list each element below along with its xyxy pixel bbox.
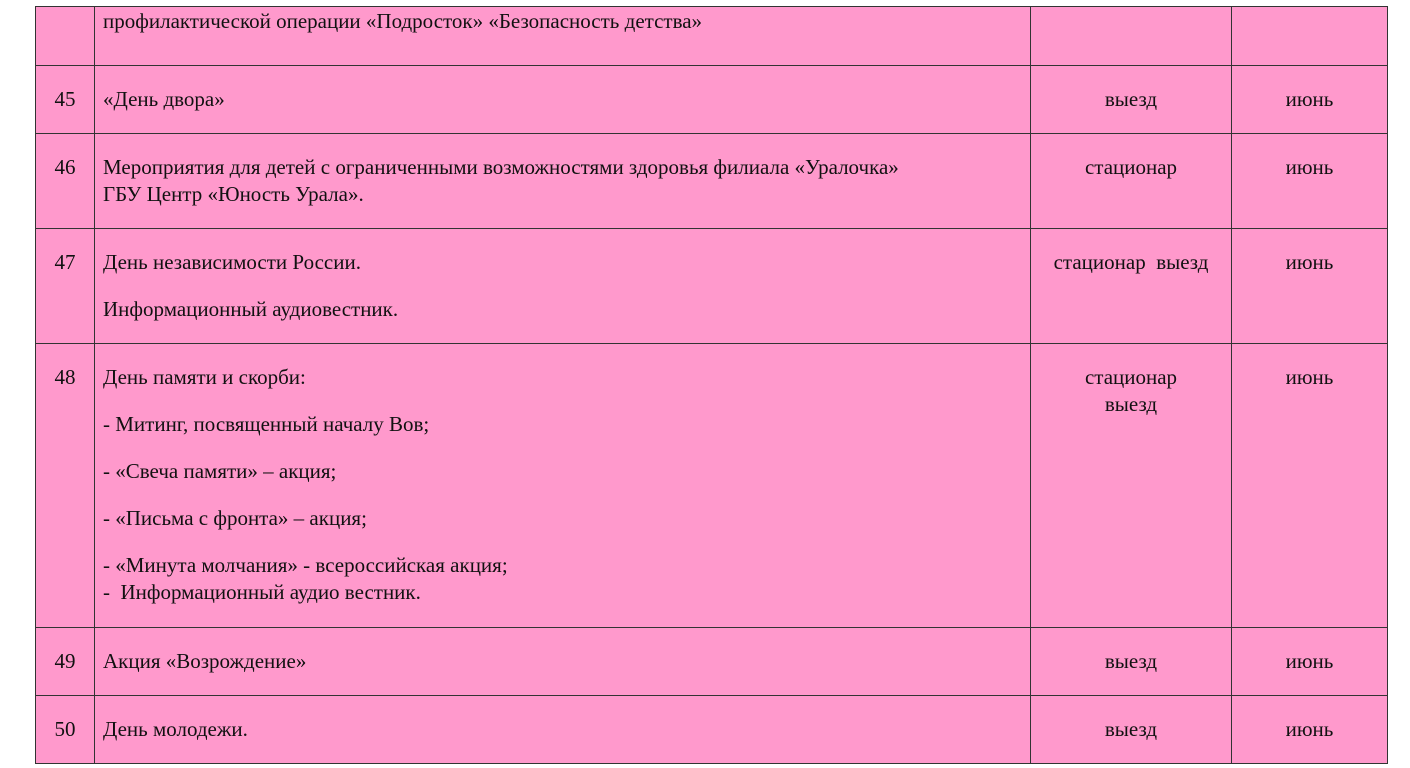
row-description bbox=[95, 134, 1031, 229]
description-line: - Информационный аудио вестник. bbox=[103, 580, 421, 604]
row-month bbox=[1232, 7, 1388, 66]
description-line: Информационный аудиовестник. bbox=[103, 297, 399, 321]
row-description bbox=[95, 66, 1031, 134]
events-table bbox=[35, 6, 1388, 764]
row-month: июнь bbox=[1232, 134, 1388, 229]
row-number: 46 bbox=[36, 134, 95, 229]
row-description bbox=[95, 628, 1031, 696]
location-line: стационар bbox=[1084, 365, 1178, 389]
row-number: 47 bbox=[36, 229, 95, 344]
description-line: ГБУ Центр «Юность Урала». bbox=[103, 182, 364, 206]
table-row bbox=[36, 344, 1388, 628]
description-line: - «Свеча памяти» – акция; bbox=[103, 459, 337, 483]
description-line: - «Минута молчания» - всероссийская акция; bbox=[103, 553, 508, 577]
row-number: 49 bbox=[36, 628, 95, 696]
row-month: июнь bbox=[1232, 628, 1388, 696]
description-line: - «Письма с фронта» – акция; bbox=[103, 506, 367, 530]
row-location bbox=[1031, 344, 1232, 628]
row-description bbox=[95, 229, 1031, 344]
description-line: День памяти и скорби: bbox=[103, 365, 306, 389]
location-line: выезд bbox=[1104, 392, 1158, 416]
description-line: День молодежи. bbox=[103, 717, 248, 741]
row-location: стационар bbox=[1031, 134, 1232, 229]
description-line: профилактической операции «Подросток» «Безопасность детства» bbox=[103, 9, 703, 33]
description-line: Мероприятия для детей с ограниченными возможностями здоровья филиала «Уралочка» bbox=[103, 155, 899, 179]
table-row bbox=[36, 696, 1388, 764]
row-description bbox=[95, 7, 1031, 66]
row-location: стационар выезд bbox=[1031, 229, 1232, 344]
row-location bbox=[1031, 7, 1232, 66]
table-row bbox=[36, 628, 1388, 696]
row-description bbox=[95, 344, 1031, 628]
row-month: июнь bbox=[1232, 66, 1388, 134]
row-number: 50 bbox=[36, 696, 95, 764]
table-row bbox=[36, 229, 1388, 344]
row-month: июнь bbox=[1232, 696, 1388, 764]
row-number: 48 bbox=[36, 344, 95, 628]
row-number bbox=[36, 7, 95, 66]
description-line: «День двора» bbox=[103, 87, 225, 111]
table-row bbox=[36, 66, 1388, 134]
description-line: - Митинг, посвященный началу Вов; bbox=[103, 412, 430, 436]
row-month: июнь bbox=[1232, 344, 1388, 628]
row-number: 45 bbox=[36, 66, 95, 134]
description-line: Акция «Возрождение» bbox=[103, 649, 307, 673]
table-row bbox=[36, 7, 1388, 66]
description-line: День независимости России. bbox=[103, 250, 361, 274]
table-row bbox=[36, 134, 1388, 229]
row-location: выезд bbox=[1031, 66, 1232, 134]
row-month: июнь bbox=[1232, 229, 1388, 344]
row-location: выезд bbox=[1031, 696, 1232, 764]
row-description bbox=[95, 696, 1031, 764]
row-location: выезд bbox=[1031, 628, 1232, 696]
